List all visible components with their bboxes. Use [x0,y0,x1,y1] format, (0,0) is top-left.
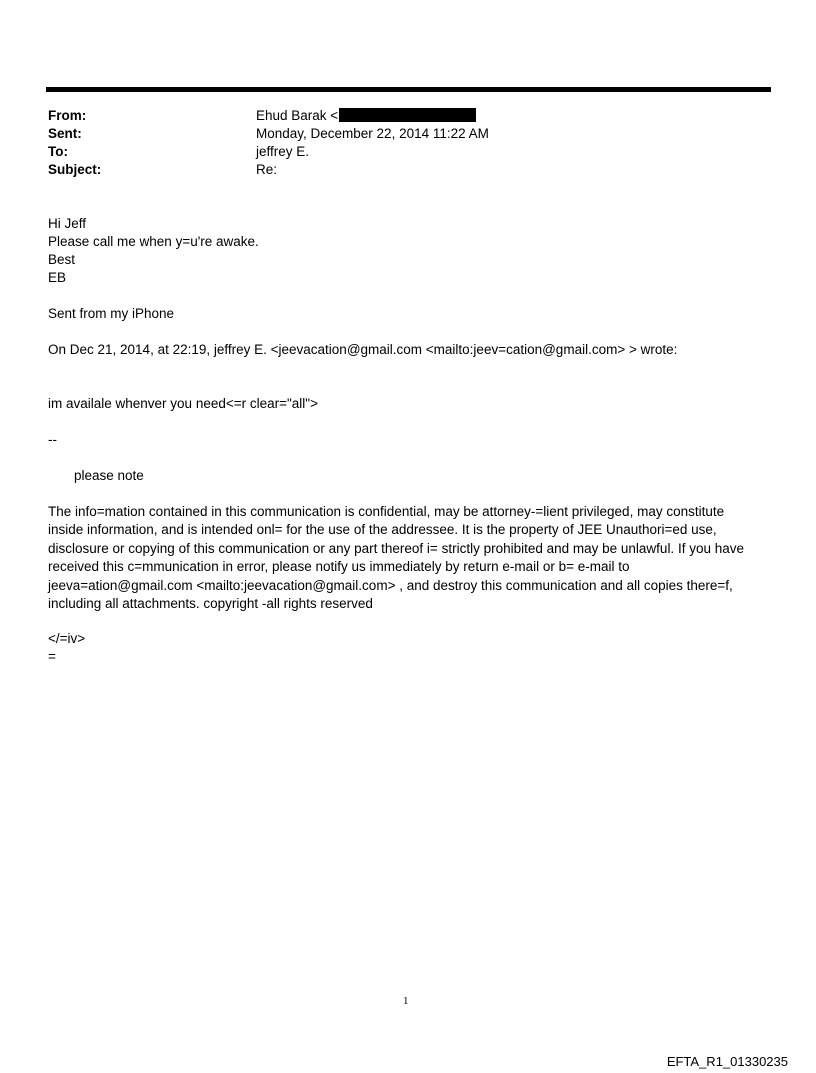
document-id: EFTA_R1_01330235 [666,1054,788,1069]
disclaimer-line: received this c=mmunication in error, please notify us immediately by return e-mail or b= e-mail to [48,559,630,575]
greeting: Hi Jeff [48,216,87,231]
disclaimer-line: including all attachments. copyright -all rights reserved [48,596,373,612]
sent-value: Monday, December 22, 2014 11:22 AM [256,126,489,141]
separator: -- [48,432,57,447]
disclaimer-line: The info=mation contained in this communication is confidential, may be attorney-=lient privileged, may constitute [48,504,725,519]
from-value [256,107,476,125]
sent-from-line: Sent from my iPhone [48,306,175,321]
closing: Best [48,252,76,267]
disclaimer-line: disclosure or copying of this communication or any part thereof i= strictly prohibited and may be unlawful. If you have [48,540,744,556]
disclaimer-line: inside information, and is intended onl= for the use of the addressee. It is the property of JEE Unauthori=ed use, [48,522,717,538]
from-label: From: [48,108,87,123]
disclaimer-line: jeeva=ation@gmail.com <mailto:jeevacation@gmail.com> , and destroy this communication and all copies there=f, [48,577,733,593]
to-label: To: [48,144,68,159]
header-rule [46,87,771,92]
redaction-block [339,108,476,122]
page-number: 1 [403,995,409,1007]
disclaimer [48,503,773,613]
quoted-line: im availale whenver you need<=r clear="all"> [48,396,318,411]
signature: EB [48,270,67,285]
to-value: jeffrey E. [256,144,310,159]
subject-value: Re: [256,162,278,177]
sent-label: Sent: [48,126,82,141]
trailer-tag: </=iv> [48,631,86,646]
from-name: Ehud Barak < [256,108,339,123]
message-line: Please call me when y=u're awake. [48,234,259,249]
subject-label: Subject: [48,162,102,177]
trailer-equals: = [48,649,56,664]
quote-intro: On Dec 21, 2014, at 22:19, jeffrey E. <jeevacation@gmail.com <mailto:jeev=cation@gmail.com> > wrote: [48,342,678,357]
please-note: please note [74,468,144,483]
